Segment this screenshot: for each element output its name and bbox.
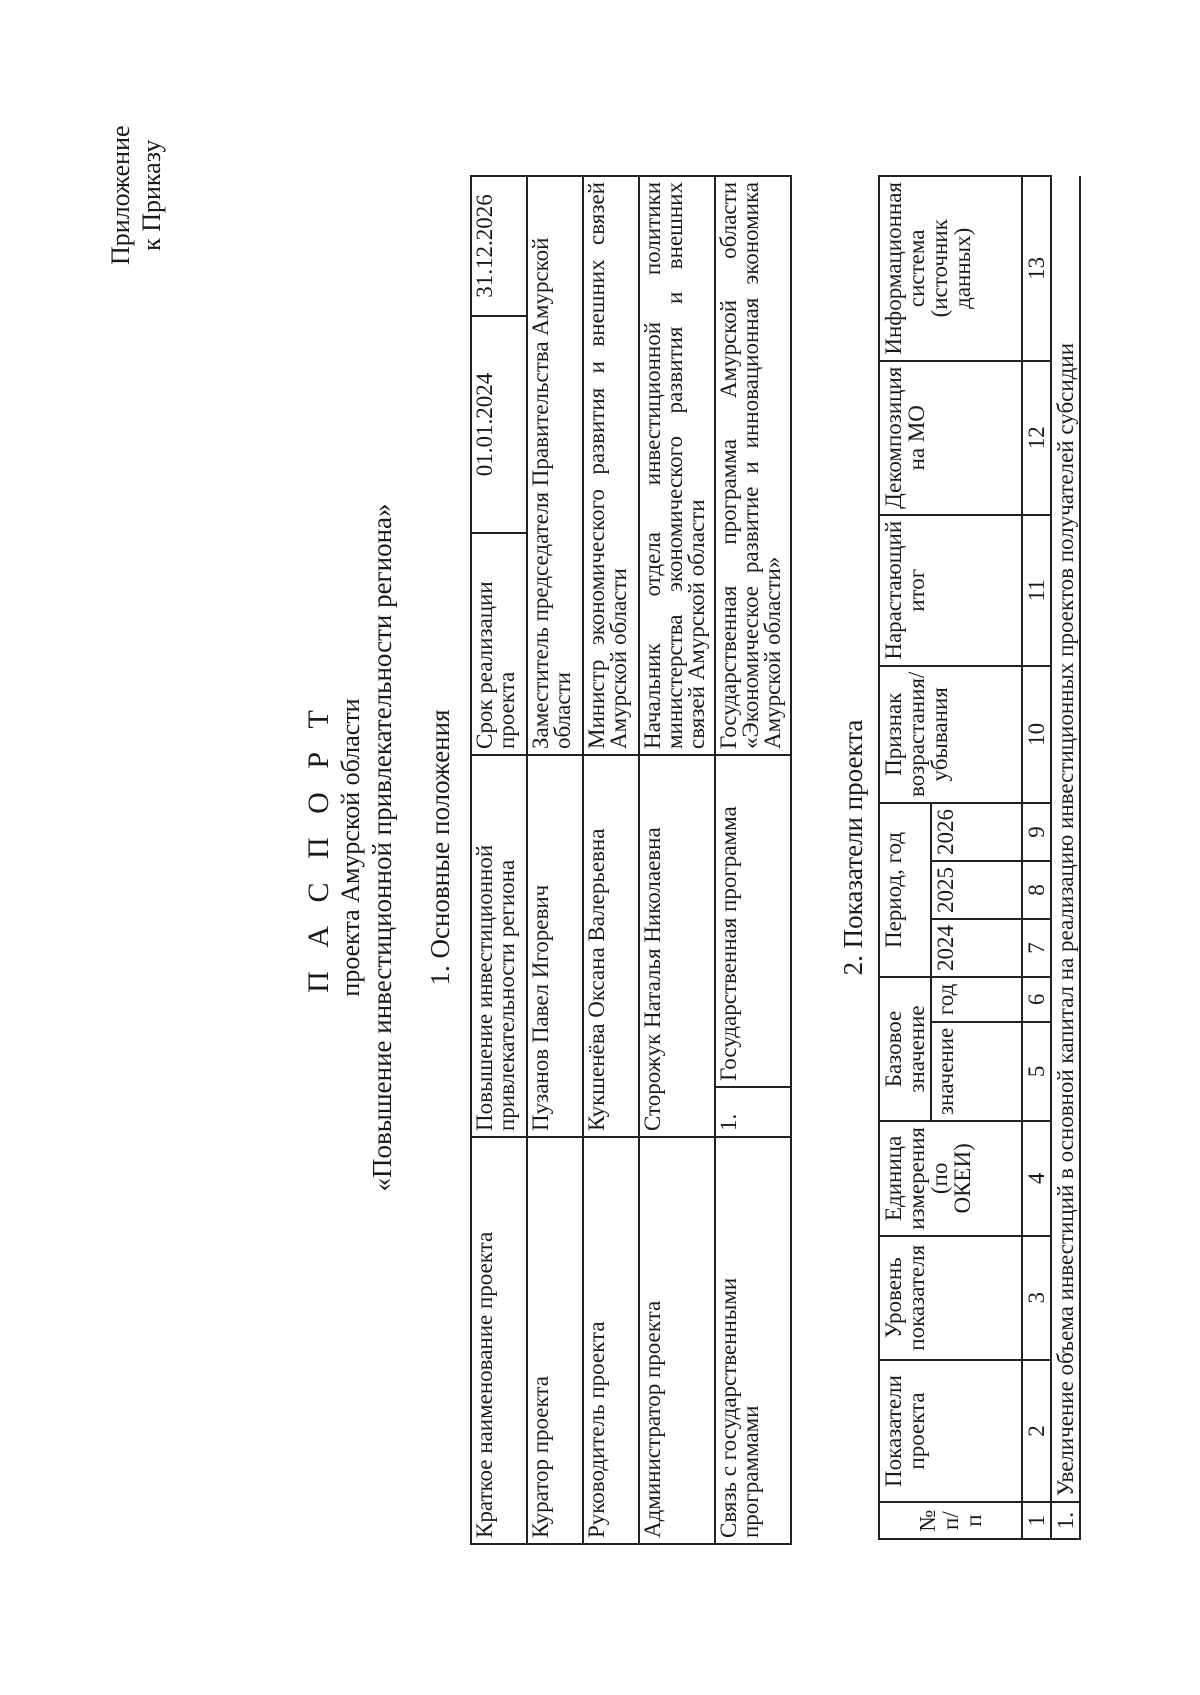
col-number: 7 [1022,919,1051,977]
admin-label: Администратор проекта [639,1137,715,1544]
col-base-header: Базовое значение [879,977,931,1121]
program-name: Государственная программа Амурской области «Экономическое развитие и инновационная экономика Амурской области» [715,176,791,755]
col-number: 4 [1022,1121,1051,1236]
document-title-block [302,0,398,1695]
project-name: «Повышение инвестиционной привлекательности региона» [367,503,397,1192]
col-number: 2 [1022,1360,1051,1502]
col-2024-header: 2024 [931,919,1022,977]
column-numbers-row [1022,176,1051,1539]
table-row [583,176,639,1544]
col-infosys-header: Информационная система (источник данных) [879,176,1022,361]
col-base-year-header: год [931,977,1022,1022]
col-sign-header: Признак возрастания/ убывания [879,666,1022,803]
document-subtitle: проекта Амурской области [336,698,365,997]
col-num-header: № п/п [879,1502,1022,1539]
col-number: 11 [1022,515,1051,666]
table-row [1051,176,1080,1539]
col-base-value-header: значение [931,1022,1022,1121]
program-type: Государственная программа [716,806,741,1081]
table-header-row [879,176,931,1539]
col-decomposition-header: Декомпозиция на МО [879,361,1022,515]
table-row [639,176,715,1544]
curator-label: Куратор проекта [527,1137,583,1544]
col-indicators-header: Показатели проекта [879,1360,1022,1502]
col-cumulative-header: Нарастающий итог [879,515,1022,666]
col-number: 8 [1022,861,1051,919]
leader-name: Кукшенёва Оксана Валерьевна [583,755,639,1137]
appendix-line-2: к Приказу [137,139,166,251]
admin-position: Начальник отдела инвестиционной политики министерства экономического развития и внешних связей Амурской области [639,176,715,755]
indicators-table [878,175,1081,1540]
row-number: 1. [1051,1502,1080,1539]
col-number: 10 [1022,666,1051,803]
short-name-label: Краткое наименование проекта [471,1137,527,1544]
col-number: 6 [1022,977,1051,1022]
section2-heading: 2. Показатели проекта [838,719,868,976]
section1-heading: 1. Основные положения [425,709,455,986]
period-label: Срок реализации проекта [471,533,527,755]
appendix-line-1: Приложение [106,125,135,265]
col-number: 3 [1022,1236,1051,1360]
programs-label: Связь с государственными программами [715,1137,791,1544]
col-2026-header: 2026 [931,803,1022,861]
leader-position: Министр экономического развития и внешних связей Амурской области [583,176,639,755]
col-period-header: Период, год [879,803,931,977]
admin-name: Сторожук Наталья Николаевна [639,755,715,1137]
col-number: 1 [1022,1502,1051,1539]
curator-name: Пузанов Павел Игоревич [527,755,583,1137]
curator-position: Заместитель председателя Правительства Амурской области [527,176,583,755]
short-name-value: Повышение инвестиционной привлекательности региона [471,755,527,1137]
col-level-header: Уровень показателя [879,1236,1022,1360]
table-row [471,176,527,1544]
table-row [715,176,791,1544]
program-cell [715,755,791,1137]
col-number: 5 [1022,1022,1051,1121]
leader-label: Руководитель проекта [583,1137,639,1544]
document-title: П А С П О Р Т [302,702,335,993]
col-number: 13 [1022,176,1051,361]
col-2025-header: 2025 [931,861,1022,919]
end-date: 31.12.2026 [471,176,527,316]
col-number: 12 [1022,361,1051,515]
program-num: 1. [716,1086,790,1136]
basic-provisions-table [470,175,792,1545]
col-number: 9 [1022,803,1051,861]
row-indicator-text: Увеличение объема инвестиций в основной капитал на реализацию инвестиционных проектов получателей субсидии [1051,176,1080,1502]
start-date: 01.01.2024 [471,316,527,533]
col-unit-header: Единица измерения (по ОКЕИ) [879,1121,1022,1236]
table-row [527,176,583,1544]
appendix-note [105,125,167,265]
